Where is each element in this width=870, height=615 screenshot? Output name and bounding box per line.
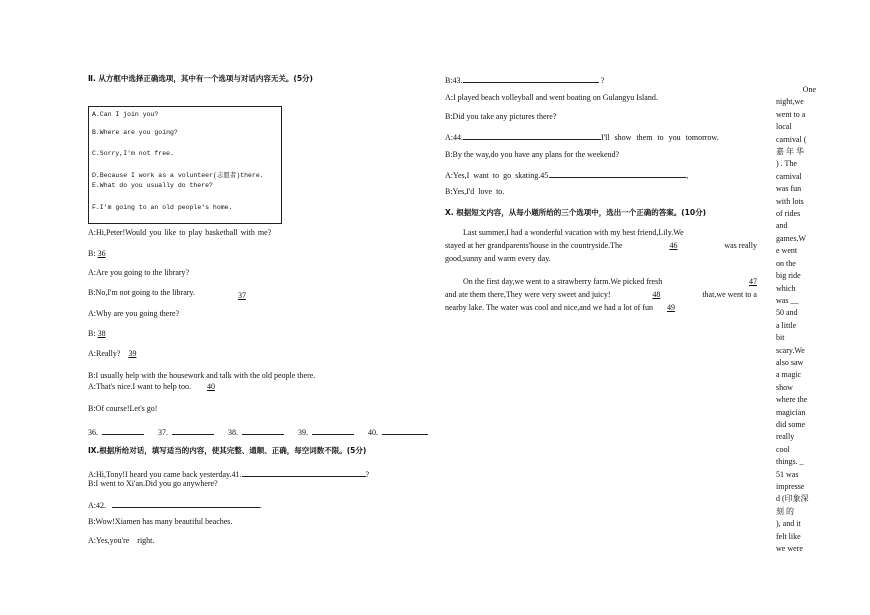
blank-47: 47 <box>749 277 757 286</box>
dialog-line-6: B: 38 <box>88 329 106 338</box>
option-e: E.What do you usually do there? <box>92 182 213 189</box>
section-9-title: Ⅸ.根据所给对话，填写适当的内容，使其完整、通顺、正确，每空词数不限。(5分) <box>88 446 367 455</box>
dialog-line-2: B: 36 <box>88 249 106 258</box>
dialog-line-10: B:Of course!Let's go! <box>88 404 158 413</box>
s9-line-4: B:Wow!Xiamen has many beautiful beaches. <box>88 517 233 526</box>
dialog-line-7: A:Really? 39 <box>88 349 144 359</box>
answer-row: 36. 37. 38. 39. 40. <box>88 425 428 438</box>
blank-49: 49 <box>667 303 675 312</box>
s9-line-3: A:42. . <box>88 498 262 511</box>
s9-line-1: A:Hi,Tony!I heard you came back yesterday.41. ? <box>88 467 369 480</box>
section-2-title: Ⅱ. 从方框中选择正确选项，其中有一个选项与对话内容无关。(5分) <box>88 74 313 83</box>
c2-line-43: B:43. ? <box>445 73 604 86</box>
dialog-line-9: A:That's nice.I want to help too. 40 <box>88 382 215 391</box>
options-box <box>88 106 282 224</box>
dialog-line-4: B:No,I'm not going to the library. <box>88 288 195 297</box>
c2-line-2: A:I played beach volleyball and went boating on Gulangyu Island. <box>445 93 658 102</box>
option-f: F.I'm going to an old people's home. <box>92 204 233 211</box>
s9-line-2: B:I went to Xi'an.Did you go anywhere? <box>88 479 218 488</box>
c2-line-44: A:44. I'll show them to you tomorrow. <box>445 130 719 143</box>
blank-40: 40 <box>206 382 215 391</box>
option-a: A.Can I join you? <box>92 111 159 118</box>
dialog-line-5: A:Why are you going there? <box>88 309 180 318</box>
option-c: C.Sorry,I'm not free. <box>92 150 174 157</box>
blank-38: 38 <box>97 329 106 338</box>
option-d: D.Because I work as a volunteer(志愿者)there. <box>92 172 264 179</box>
c2-line-5: B:By the way,do you have any plans for the weekend? <box>445 150 620 159</box>
option-b: B.Where are you going? <box>92 129 178 136</box>
blank-48: 48 <box>652 290 661 299</box>
passage-paragraph-1: Last summer,I had a wonderful vacation with my best friend,Lily.We stayed at her grandparents'house in the countryside.The 46 was really good,sunny and warm every day. <box>445 228 757 263</box>
blank-37: 37 <box>238 291 246 300</box>
c2-line-45: A:Yes,I want to go skating.45. , <box>445 168 688 181</box>
section-10-title: Ⅹ. 根据短文内容，从每小题所给的三个选项中，选出一个正确的答案。(10分) <box>445 208 707 217</box>
c2-line-7: B:Yes,I'd love to. <box>445 187 505 196</box>
c2-line-3: B:Did you take any pictures there? <box>445 112 557 121</box>
s9-line-5: A:Yes,you're right. <box>88 536 155 545</box>
blank-46: 46 <box>669 241 678 250</box>
blank-36: 36 <box>97 249 106 258</box>
dialog-line-1: A:Hi,Peter!Would you like to play basketball with me? <box>88 228 272 237</box>
passage-paragraph-2: On the first day,we went to a strawberry farm.We picked fresh 47 and ate them there,They were very sweet and juicy! 48 that,we went to a nearby lake. The water was cool and nice,and we had a lot of fun 49 <box>445 277 757 312</box>
dialog-line-3: A:Are you going to the library? <box>88 268 190 277</box>
blank-39: 39 <box>128 349 137 358</box>
dialog-line-8: B:I usually help with the housework and talk with the old people there. <box>88 371 316 380</box>
column-3-text: One night,we went to a local carnival ( 嘉 年 华 ) . The carnival was fun with lots of rides and games.W e went on the big ride which was __ 50 and a little bit scary.We also saw a magic show where the magician did some really cool things. _ 51 was impresse d (印象深 刻 的 ), and it felt like we were <box>776 85 816 554</box>
